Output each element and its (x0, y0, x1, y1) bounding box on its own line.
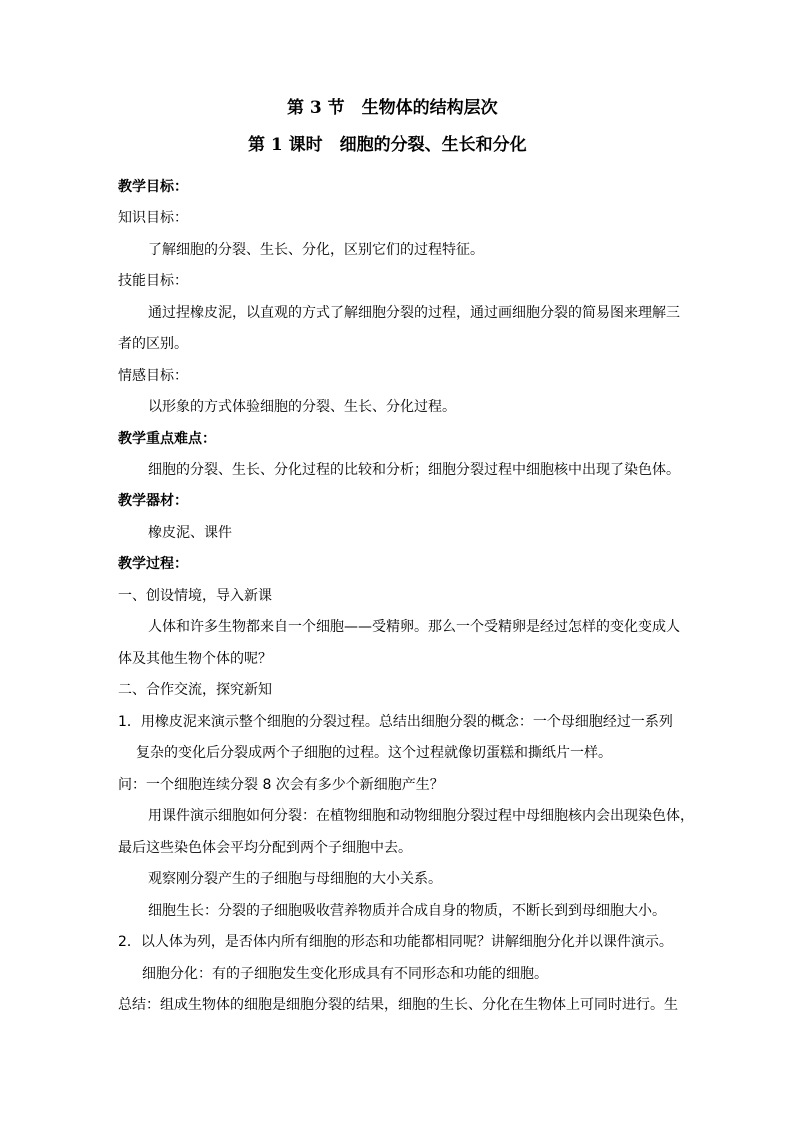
label-emotional-objectives: 情感目标： (118, 368, 188, 384)
paragraph-line: 以形象的方式体验细胞的分裂、生长、分化过程。 (148, 399, 456, 415)
paragraph-line: 细胞分化：有的子细胞发生变化形成具有不同形态和功能的细胞。 (142, 966, 548, 982)
paragraph-line: 细胞生长：分裂的子细胞吸收营养物质并合成自身的物质，不断长到到母细胞大小。 (148, 903, 666, 919)
paragraph-line: 用课件演示细胞如何分裂：在植物细胞和动物细胞分裂过程中母细胞核内会出现染色体， (148, 808, 694, 824)
question-line: 问：一个细胞连续分裂 8 次会有多少个新细胞产生？ (118, 777, 444, 793)
paragraph-line: 体及其他生物个体的呢？ (118, 651, 272, 667)
paragraph-line: 橡皮泥、课件 (148, 525, 232, 541)
document-title: 第 3 节 生物体的结构层次 (287, 98, 498, 118)
section-heading-key-points: 教学重点难点： (118, 431, 216, 447)
paragraph-line: 最后这些染色体会平均分配到两个子细胞中去。 (118, 840, 412, 856)
section-heading-objectives: 教学目标： (118, 179, 188, 195)
paragraph-line: 了解细胞的分裂、生长、分化，区别它们的过程特征。 (148, 242, 484, 258)
subsection-heading: 一、创设情境，导入新课 (118, 588, 272, 604)
paragraph-line: 人体和许多生物都来自一个细胞——受精卵。那么一个受精卵是经过怎样的变化变成人 (148, 619, 680, 635)
lesson-subtitle: 第 1 课时 细胞的分裂、生长和分化 (248, 135, 527, 155)
label-skill-objectives: 技能目标： (118, 273, 188, 289)
paragraph-line: 细胞的分裂、生长、分化过程的比较和分析；细胞分裂过程中细胞核中出现了染色体。 (148, 462, 680, 478)
paragraph-line: 观察刚分裂产生的子细胞与母细胞的大小关系。 (148, 871, 442, 887)
numbered-item: 2．以人体为列，是否体内所有细胞的形态和功能都相同呢？讲解细胞分化并以课件演示。 (118, 934, 673, 950)
numbered-item: 1．用橡皮泥来演示整个细胞的分裂过程。总结出细胞分裂的概念：一个母细胞经过一系列 (118, 714, 673, 730)
paragraph-line: 复杂的变化后分裂成两个子细胞的过程。这个过程就像切蛋糕和撕纸片一样。 (136, 745, 612, 761)
subsection-heading: 二、合作交流，探究新知 (118, 682, 272, 698)
section-heading-process: 教学过程： (118, 556, 188, 572)
section-heading-materials: 教学器材： (118, 493, 188, 509)
label-knowledge-objectives: 知识目标： (118, 210, 188, 226)
paragraph-line: 者的区别。 (118, 336, 188, 352)
paragraph-line: 通过捏橡皮泥，以直观的方式了解细胞分裂的过程，通过画细胞分裂的简易图来理解三 (148, 305, 680, 321)
summary-line: 总结：组成生物体的细胞是细胞分裂的结果，细胞的生长、分化在生物体上可同时进行。生 (118, 997, 678, 1013)
